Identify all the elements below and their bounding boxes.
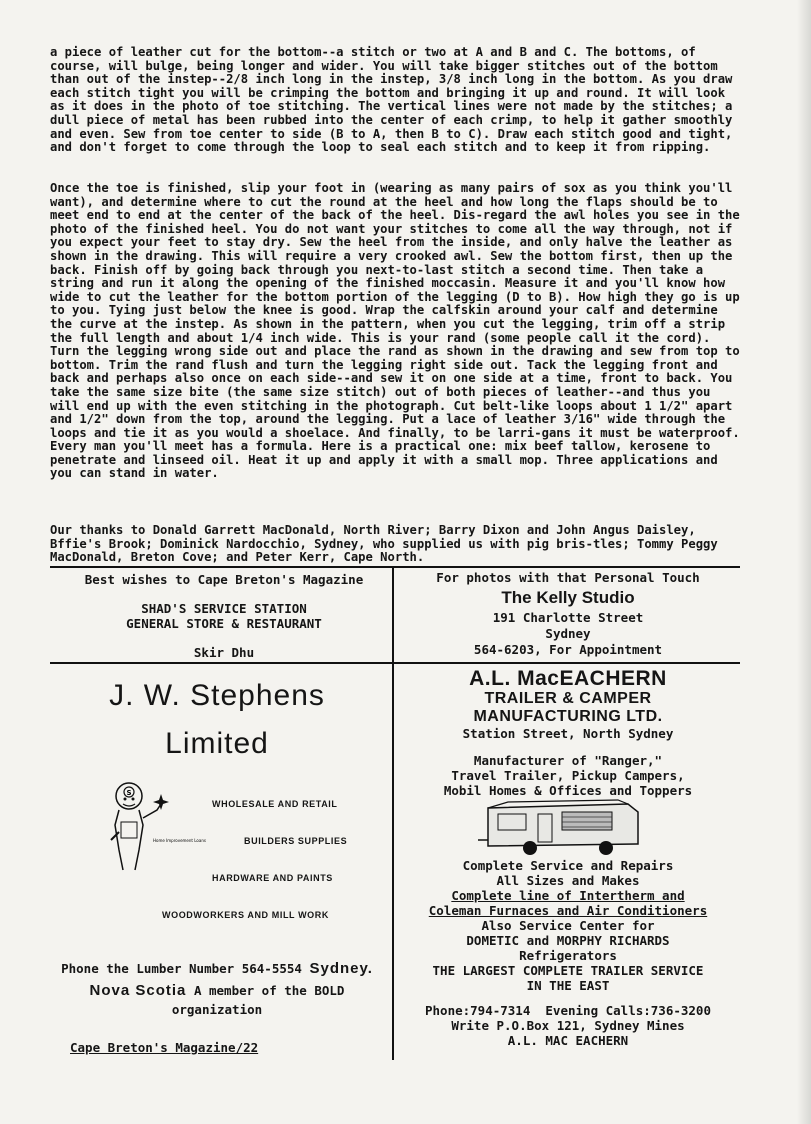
- jw-limited: Limited: [165, 727, 269, 760]
- shad-line1: Best wishes to Cape Breton's Magazine: [84, 572, 364, 587]
- jw-service-3: HARDWARE AND PAINTS: [212, 873, 333, 883]
- maceachern-line-b: Coleman Furnaces and Air Conditioners: [428, 903, 708, 918]
- maceachern-line-a: Complete line of Intertherm and: [451, 888, 685, 903]
- page-edge-shadow: [797, 0, 811, 1124]
- maceachern-signature: A.L. MAC EACHERN: [507, 1033, 629, 1048]
- maceachern-line-c: Also Service Center for: [481, 918, 655, 933]
- thanks-text: Our thanks to Donald Garrett MacDonald, North River; Barry Dixon and John Angus Daisley, Bffie's Brook; Dominick Nardocchio, Sydney, who supplied us with pig bris-tles; Tommy Peggy MacDonald, Breton Cove; and Peter Kerr, Cape North.: [50, 523, 726, 565]
- maceachern-service2: All Sizes and Makes: [496, 873, 640, 888]
- ads-top-divider: [50, 566, 740, 568]
- kelly-phone: 564-6203, For Appointment: [473, 642, 663, 657]
- article-paragraph-1: [50, 46, 740, 155]
- jw-city: Sydney. Nova Scotia: [89, 960, 373, 999]
- maceachern-line3: MANUFACTURING LTD.: [473, 708, 663, 725]
- article-paragraph-1-text: a piece of leather cut for the bottom--a stitch or two at A and B and C. The bottoms, of course, will bulge, being longer and wider. You will take bigger stitches out of the bottom than out of the instep--2/8 inch long in the instep, 3/8 inch long in the bottom. As you draw each stitch tight you will be crimping the bottom and bringing it up and round. It will look as it does in the photo of toe stitching. The vertical lines were not made by the stitches; a dull piece of metal has been rubbed into the center of each crimp, to help it gather smoothly and even. Sew from toe center to side (B to A, then B to C). Draw each stitch good and tight, and don't forget to come through the loop to seal each stitch and to keep it from ripping.: [50, 45, 740, 155]
- jw-service-4: WOODWORKERS AND MILL WORK: [162, 910, 329, 920]
- maceachern-name: A.L. MacEACHERN: [469, 667, 667, 690]
- maceachern-line-d: DOMETIC and MORPHY RICHARDS: [466, 933, 670, 948]
- shad-line3: GENERAL STORE & RESTAURANT: [126, 616, 322, 631]
- jw-phone-label: Phone the Lumber Number: [61, 961, 235, 976]
- jw-member: A member of the BOLD organization: [171, 983, 345, 1017]
- article-paragraph-2: [50, 181, 748, 481]
- maceachern-maker1: Manufacturer of "Ranger,": [473, 753, 663, 768]
- kelly-city: Sydney: [545, 626, 591, 641]
- maceachern-ad: [400, 668, 736, 1048]
- maceachern-line2: TRAILER & CAMPER: [484, 690, 652, 707]
- jw-contact: [52, 958, 382, 1017]
- maceachern-write: Write P.O.Box 121, Sydney Mines: [451, 1018, 685, 1033]
- maceachern-street: Station Street, North Sydney: [462, 726, 674, 741]
- mascot-icon: [105, 780, 206, 875]
- maceachern-service1: Complete Service and Repairs: [462, 858, 674, 873]
- ads-vertical-divider: [392, 566, 394, 1060]
- maceachern-phone: Phone:794-7314 Evening Calls:736-3200: [425, 1003, 711, 1018]
- svg-text:S: S: [126, 789, 132, 797]
- maceachern-line-e: Refrigerators: [519, 948, 617, 963]
- ads-middle-divider: [50, 662, 740, 664]
- jw-company-name: J. W. Stephens: [109, 679, 325, 712]
- trailer-illustration-icon: [478, 800, 643, 858]
- kelly-studio-ad: [400, 570, 736, 658]
- shad-service-station-ad: [60, 572, 388, 660]
- kelly-tagline: For photos with that Personal Touch: [436, 570, 700, 585]
- jw-phone: 564-5554: [241, 961, 302, 976]
- maceachern-line-g: IN THE EAST: [526, 978, 610, 993]
- page-footer: Cape Breton's Magazine/22: [70, 1040, 259, 1055]
- maceachern-maker3: Mobil Homes & Offices and Toppers: [443, 783, 693, 798]
- article-paragraph-2-text: Once the toe is finished, slip your foot in (wearing as many pairs of sox as you think you'll want), and determine where to cut the round at the heel and how long the flaps should be to meet end to end at the center of the back of the heel. Dis-regard the awl holes you see in the photo of the finished heel. You do not want your stitches to come all the way through, not if you expect your feet to stay dry. Sew the heel from the inside, and only halve the leather as shown in the drawing. This will require a very crooked awl. Sew the bottom first, then up the back. Finish off by going back through you next-to-last stitch a second time. Then take a string and run it along the opening of the finished moccasin. Measure it and you'll know how wide to cut the leather for the bottom portion of the legging (D to B). How high they go is up to you. Tying just below the knee is good. Wrap the calfskin around your calf and determine the curve at the instep. As shown in the pattern, when you cut the legging, trim off a strip the full length and about 1/4 inch wide. This is your rand (some people call it the cord). Turn the legging wrong side out and place the rand as shown in the drawing and sew from top to bottom. Trim the rand flush and turn the legging right side out. Tack the legging front and back and perhaps also once on each side--and sew it on one side at a time, front to back. You take the same size bite (the same size stitch) out of both pieces of leather--and thus you will end up with the even stitching in the photograph. Cut belt-like loops about 1 1/2" apart and 1/2" down from the top, around the legging. Put a lace of leather 3/16" wide through the loops and tie it as you would a shoelace. And finally, to be larri-gans it must be waterproof. Every man you'll meet has a formula. Here is a practical one: mix beef tallow, kerosene to penetrate and linseed oil. Heat it up and apply it with a small mop. Three applications and you can stand in water.: [50, 181, 748, 481]
- kelly-studio-name: The Kelly Studio: [501, 588, 635, 607]
- thanks-paragraph: [50, 524, 740, 565]
- kelly-address: 191 Charlotte Street: [492, 610, 644, 625]
- maceachern-maker2: Travel Trailer, Pickup Campers,: [451, 768, 685, 783]
- shad-line4: Skir Dhu: [193, 645, 255, 660]
- maceachern-line-f: THE LARGEST COMPLETE TRAILER SERVICE: [432, 963, 704, 978]
- mascot-caption: Home Improvement Loans: [153, 838, 206, 843]
- jw-service-2: BUILDERS SUPPLIES: [244, 836, 348, 846]
- shad-line2: SHAD'S SERVICE STATION: [141, 601, 307, 616]
- jw-service-1: WHOLESALE AND RETAIL: [212, 799, 338, 809]
- jw-stephens-ad: [52, 678, 382, 764]
